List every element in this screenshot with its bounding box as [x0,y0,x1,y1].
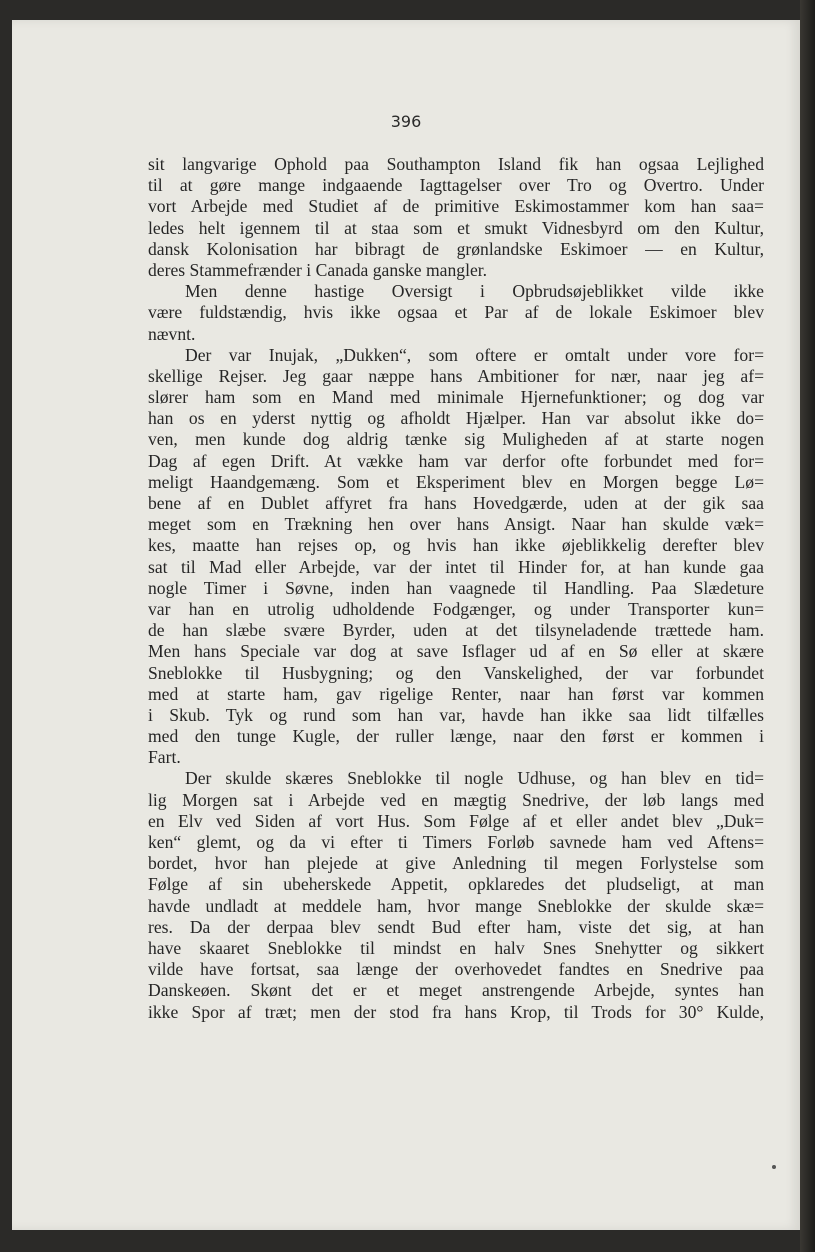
text-line: Men denne hastige Oversigt i Opbrudsøjeblikket vilde ikke [185,281,764,302]
text-line: ikke Spor af træt; men der stod fra hans Krop, til Trods for 30° Kulde, [148,1001,764,1022]
text-line: i Skub. Tyk og rund som han var, havde han ikke saa lidt tilfælles [148,704,764,725]
text-line: vilde have fortsat, saa længe der overhovedet fandtes en Snedrive paa [148,959,764,980]
text-line: en Elv ved Siden af vort Hus. Som Følge af et eller andet blev „Duk= [148,810,764,831]
text-line: Sneblokke til Husbygning; og den Vanskelighed, der var forbundet [148,662,764,683]
text-line: han os en yderst nyttig og afholdt Hjælper. Han var absolut ikke do= [148,408,764,429]
book-spine-edge [800,0,815,1252]
text-line: Der skulde skæres Sneblokke til nogle Udhuse, og han blev en tid= [185,768,764,789]
text-line: res. Da der derpaa blev sendt Bud efter ham, viste det sig, at han [148,916,764,937]
body-text [148,154,764,1023]
text-line: til at gøre mange indgaaende Iagttagelser over Tro og Overtro. Under [148,175,764,196]
text-line: vort Arbejde med Studiet af de primitive Eskimostammer kom han saa= [148,196,764,217]
text-line: var han en utrolig udholdende Fodgænger, og under Transporter kun= [148,598,764,619]
text-line: slører ham som en Mand med minimale Hjernefunktioner; og dog var [148,387,764,408]
text-line: Dag af egen Drift. At vække ham var derfor ofte forbundet med for= [148,450,764,471]
text-line: de han slæbe svære Byrder, uden at det tilsyneladende trættede ham. [148,620,764,641]
text-line: Følge af sin ubeherskede Appetit, opklaredes det pludseligt, at man [148,874,764,895]
text-line: med at starte ham, gav rigelige Renter, naar han først var kommen [148,683,764,704]
text-line: meget som en Trækning hen over hans Ansigt. Naar han skulde væk= [148,514,764,535]
text-line: med den tunge Kugle, der ruller længe, naar den først er kommen i [148,726,764,747]
text-line: deres Stammefrænder i Canada ganske mangler. [148,259,488,280]
ink-speck [772,1165,776,1169]
page-number: 396 [390,112,422,131]
text-line: Der var Inujak, „Dukken“, som oftere er omtalt under vore for= [185,344,764,365]
text-line: kes, maatte han rejses op, og hvis han ikke øjeblikkelig derefter blev [148,535,764,556]
book-page [12,20,800,1230]
text-line: være fuldstændig, hvis ikke ogsaa et Par af de lokale Eskimoer blev [148,302,764,323]
text-line: ven, men kunde dog aldrig tænke sig Muligheden af at starte nogen [148,429,764,450]
text-line: Fart. [148,747,181,768]
text-line: ledes helt igennem til at staa som et smukt Vidnesbyrd om den Kultur, [148,217,764,238]
text-line: nævnt. [148,323,196,344]
text-line: ken“ glemt, og da vi efter ti Timers Forløb savnede ham ved Aftens= [148,832,764,852]
text-line: Men hans Speciale var dog at save Isflager ud af en Sø eller at skære [148,641,764,662]
text-line: nogle Timer i Søvne, inden han vaagnede til Handling. Paa Slædeture [148,577,764,598]
text-line: Danskeøen. Skønt det er et meget anstrengende Arbejde, syntes han [148,980,764,1001]
text-line: lig Morgen sat i Arbejde ved en mægtig Snedrive, der løb langs med [148,789,764,810]
text-line: sat til Mad eller Arbejde, var der intet til Hinder for, at han kunde gaa [148,556,764,577]
text-line: sit langvarige Ophold paa Southampton Island fik han ogsaa Lejlighed [148,154,764,174]
text-line: bene af en Dublet affyret fra hans Hovedgærde, uden at der gik saa [148,493,764,513]
text-line: have skaaret Sneblokke til mindst en halv Snes Snehytter og sikkert [148,937,764,958]
text-line: havde undladt at meddele ham, hvor mange Sneblokke der skulde skæ= [148,895,764,916]
text-line: skellige Rejser. Jeg gaar næppe hans Ambitioner for nær, naar jeg af= [148,365,764,386]
text-line: bordet, hvor han plejede at give Anledning til megen Forlystelse som [148,853,764,874]
text-line: meligt Haandgemæng. Som et Eksperiment blev en Morgen begge Lø= [148,471,764,492]
text-line: dansk Kolonisation har bibragt de grønlandske Eskimoer — en Kultur, [148,238,764,259]
